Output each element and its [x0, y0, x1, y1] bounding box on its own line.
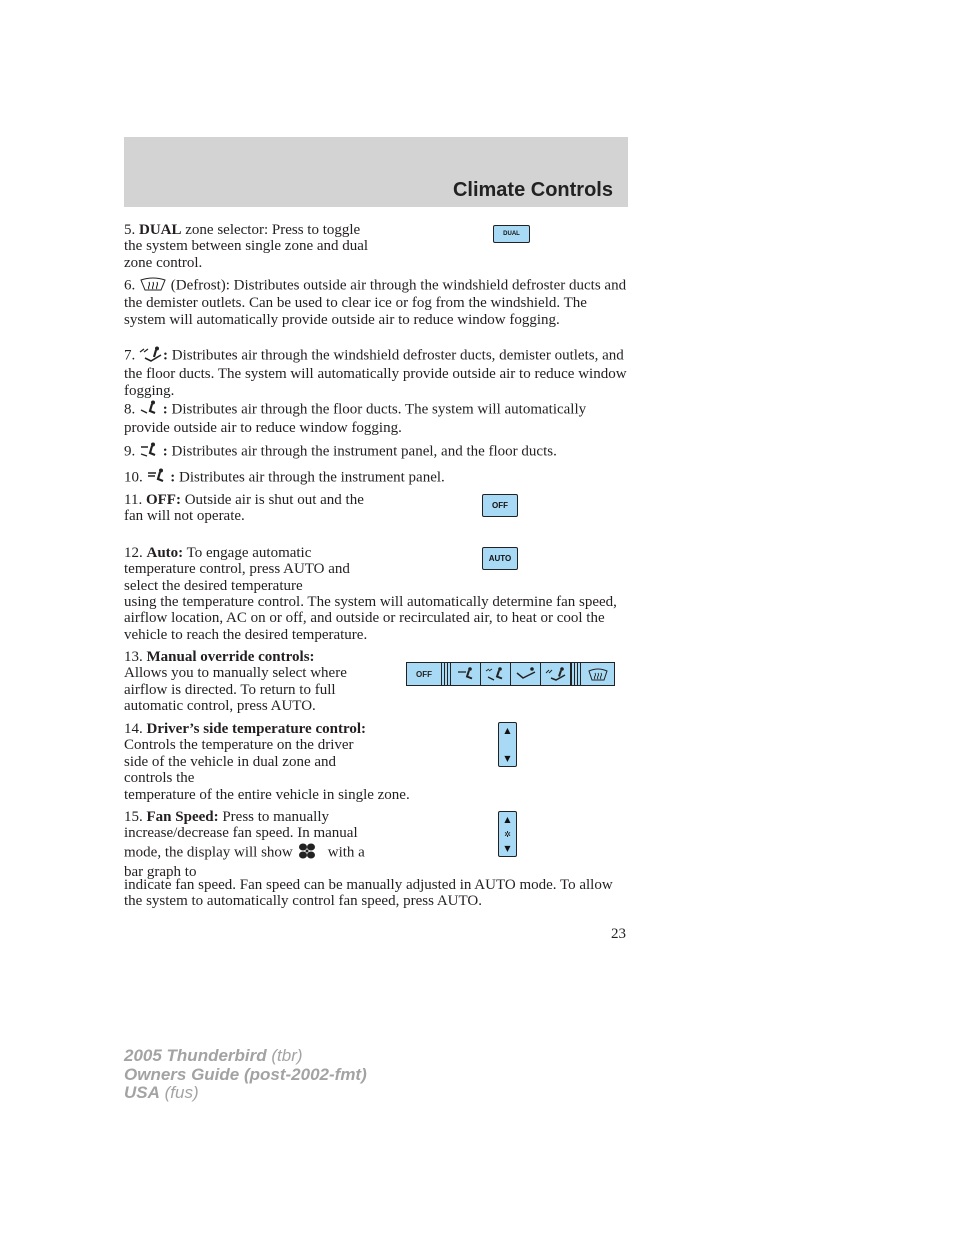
manual-override-control-strip [406, 662, 615, 686]
auto-button[interactable] [482, 547, 518, 570]
item-number: 12. [124, 545, 143, 561]
strip-panel-mode-button[interactable] [451, 663, 481, 685]
item-dual [124, 222, 369, 271]
item-number: 11. [124, 492, 143, 508]
item-number: 10. [124, 469, 143, 486]
strip-divider [571, 663, 581, 685]
off-button-label: OFF [492, 501, 508, 510]
footer-guide: Owners Guide (post-2002-fmt) [124, 1064, 367, 1084]
defrost-floor-mode-icon [545, 667, 567, 681]
footer-market-code: (fus) [159, 1083, 199, 1102]
defrost-icon [139, 277, 167, 295]
item-text: Distributes air through the windshield defroster ducts, demister outlets, and the floor ducts. The system will automatically provide outside air to reduce window fogging. [124, 347, 627, 399]
item-term: Manual override controls: [146, 649, 315, 665]
fan-speed-control [498, 811, 517, 857]
item-colon: : [162, 401, 168, 418]
item-text: Distributes air through the instrument panel. [175, 469, 445, 486]
fan-speed-up-button[interactable]: ▲ [504, 815, 511, 824]
item-colon: : [162, 443, 168, 460]
temperature-down-button[interactable]: ▼ [504, 754, 511, 763]
item-manual-override [124, 649, 384, 715]
item-auto-continued: using the temperature control. The system will automatically determine fan speed, airflow location, AC on or off, and outside or recirculated air, to heat or cool the vehicle to reach the desired temperature. [124, 594, 617, 643]
footer-line-1 [124, 1047, 367, 1066]
item-text: Press to manually increase/decrease fan speed. In manual mode, the display will show [124, 809, 358, 861]
item-term: Fan Speed: [146, 809, 219, 825]
strip-off-button[interactable] [407, 663, 441, 685]
section-header [124, 137, 628, 207]
page-number: 23 [611, 926, 626, 942]
strip-panel-floor-mode-button[interactable] [481, 663, 511, 685]
footer-model-code: (tbr) [266, 1046, 303, 1065]
strip-off-label: OFF [416, 669, 432, 679]
item-text: Allows you to manually select where airflow is directed. To return to full automatic control, press AUTO. [124, 665, 347, 715]
item-text: zone selector: Press to toggle the system between single zone and dual zone control. [124, 222, 369, 271]
item-number: 7. [124, 347, 136, 364]
floor-mode-icon [515, 667, 537, 681]
dual-button[interactable] [493, 225, 530, 243]
item-number: 13. [124, 649, 143, 665]
item-colon: : [163, 347, 168, 364]
off-button[interactable] [482, 494, 518, 517]
item-auto [124, 545, 369, 594]
footer-market: USA [124, 1083, 160, 1102]
item-number: 9. [124, 443, 136, 460]
strip-defrost-button[interactable] [581, 663, 614, 685]
footer-model: 2005 Thunderbird [124, 1046, 267, 1065]
panel-mode-icon [147, 468, 167, 488]
document-footer [124, 1047, 367, 1103]
dual-button-label: DUAL [503, 231, 520, 237]
floor-mode-icon [139, 400, 159, 420]
item-text: Distributes air through the instrument panel, and the floor ducts. [167, 443, 557, 460]
item-fan-speed [124, 809, 374, 881]
item-term: DUAL [139, 222, 182, 238]
panel-mode-icon [456, 667, 476, 681]
item-term: Auto: [146, 545, 184, 561]
fan-icon [297, 842, 317, 864]
item-off [124, 492, 384, 525]
panel-floor-mode-icon [139, 442, 159, 462]
driver-temperature-control [498, 722, 517, 767]
panel-floor-mode-icon [485, 667, 507, 681]
item-driver-temperature [124, 721, 374, 787]
temperature-up-button[interactable]: ▲ [504, 726, 511, 735]
item-text: Outside air is shut out and the fan will not operate. [124, 492, 364, 525]
footer-line-2 [124, 1066, 367, 1085]
item-number: 14. [124, 721, 143, 737]
strip-floor-mode-button[interactable] [511, 663, 541, 685]
auto-button-label: AUTO [488, 554, 512, 563]
fan-speed-icon: ✲ [504, 829, 511, 839]
item-defrost [124, 277, 629, 328]
item-term: OFF: [145, 492, 181, 508]
item-number: 6. [124, 277, 136, 294]
item-panel [124, 468, 629, 488]
item-colon: : [170, 469, 176, 486]
item-text: To engage automatic temperature control, press AUTO and select the desired temperature [124, 545, 350, 594]
strip-defrost-floor-mode-button[interactable] [541, 663, 571, 685]
item-driver-temperature-continued: temperature of the entire vehicle in single zone. [124, 787, 410, 803]
item-floor [124, 400, 629, 437]
item-fan-speed-continued: indicate fan speed. Fan speed can be manually adjusted in AUTO mode. To allow the system to automatically control fan speed, press AUTO. [124, 877, 613, 910]
fan-speed-down-button[interactable]: ▼ [504, 844, 511, 853]
item-number: 5. [124, 222, 136, 238]
item-text: with a bar graph to [124, 844, 365, 881]
defrost-floor-mode-icon [139, 346, 163, 366]
item-number: 8. [124, 401, 136, 418]
item-text: Distributes air through the floor ducts. The system will automatically provide outside air to reduce window fogging. [124, 401, 587, 437]
section-title: Climate Controls [452, 179, 613, 201]
strip-divider [441, 663, 451, 685]
item-text: Controls the temperature on the driver side of the vehicle in dual zone and controls the [124, 737, 354, 787]
footer-line-3 [124, 1084, 367, 1103]
item-panel-floor [124, 442, 634, 462]
defrost-icon [587, 668, 609, 681]
item-number: 15. [124, 809, 143, 825]
item-text: (Defrost): Distributes outside air through the windshield defroster ducts and the demister outlets. Can be used to clear ice or fog from the windshield. The system will automatically provide outside air to reduce window fogging. [124, 277, 627, 328]
item-term: Driver’s side temperature control: [146, 721, 367, 737]
item-defrost-floor [124, 346, 629, 399]
